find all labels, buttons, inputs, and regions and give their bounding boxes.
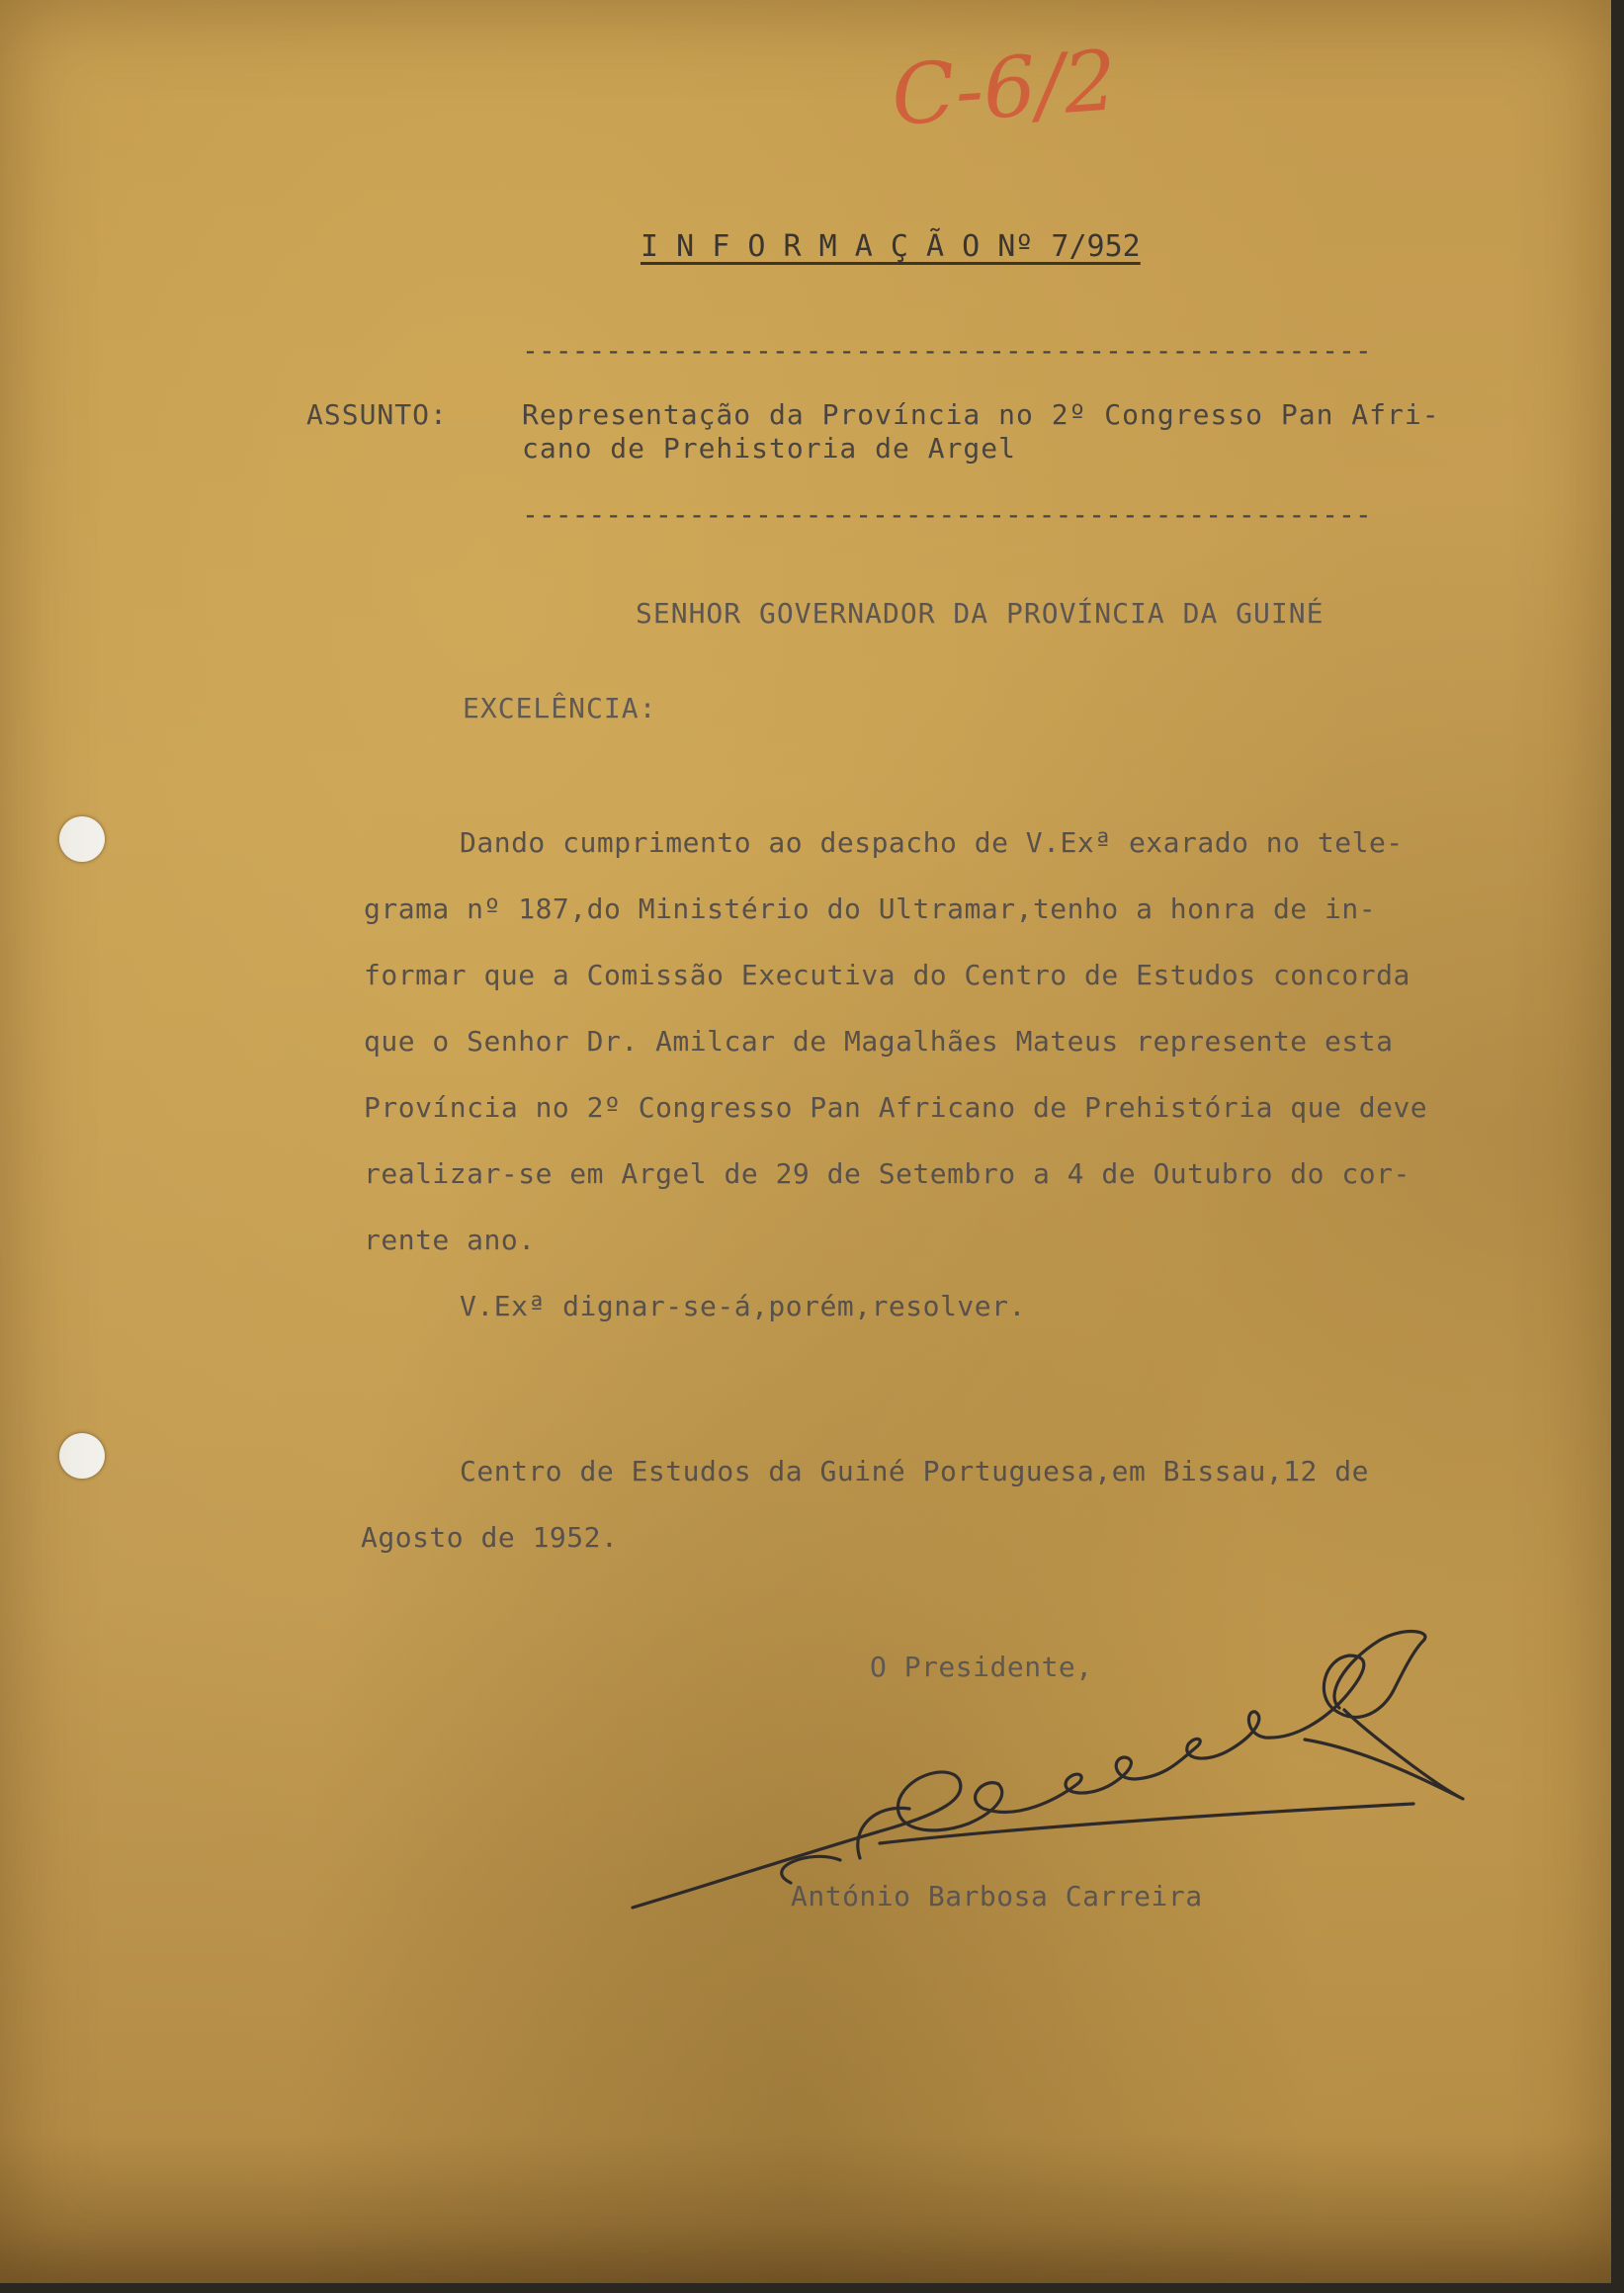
body-line-1: Dando cumprimento ao despacho de V.Exª exarado no tele- [460, 826, 1404, 859]
paper-bottom-stain [0, 2135, 1611, 2283]
signer-name: António Barbosa Carreira [791, 1880, 1203, 1912]
punch-hole-top [59, 816, 105, 862]
punch-hole-bottom [59, 1433, 105, 1479]
separator-bottom: --------------------------------------------------- [522, 498, 1372, 531]
salutation: EXCELÊNCIA: [463, 692, 657, 724]
body-line-3: formar que a Comissão Executiva do Centro de Estudos concorda [364, 959, 1410, 991]
subject-label: ASSUNTO: [306, 398, 448, 431]
separator-top: --------------------------------------------------- [522, 334, 1372, 367]
handwritten-signature [613, 1601, 1522, 1927]
body-line-5: Província no 2º Congresso Pan Africano de Prehistória que deve [364, 1091, 1428, 1124]
body-line-6: realizar-se em Argel de 29 de Setembro a 4 de Outubro do cor- [364, 1157, 1410, 1190]
handwritten-reference-mark: C-6/2 [888, 32, 1120, 144]
body-line-7: rente ano. [364, 1224, 536, 1256]
body-line-2: grama nº 187,do Ministério do Ultramar,tenho a honra de in- [364, 892, 1377, 925]
closing-request: V.Exª dignar-se-á,porém,resolver. [460, 1290, 1026, 1322]
body-line-4: que o Senhor Dr. Amilcar de Magalhães Mateus represente esta [364, 1025, 1394, 1058]
subject-line-2: cano de Prehistoria de Argel [522, 432, 1017, 465]
subject-line-1: Representação da Província no 2º Congresso Pan Afri- [522, 398, 1440, 431]
document-title: I N F O R M A Ç Ã O Nº 7/952 [641, 229, 1141, 264]
place-date-line-2: Agosto de 1952. [361, 1521, 619, 1554]
addressee: SENHOR GOVERNADOR DA PROVÍNCIA DA GUINÉ [636, 597, 1325, 630]
signoff: O Presidente, [870, 1651, 1093, 1683]
place-date-line-1: Centro de Estudos da Guiné Portuguesa,em Bissau,12 de [460, 1455, 1369, 1487]
